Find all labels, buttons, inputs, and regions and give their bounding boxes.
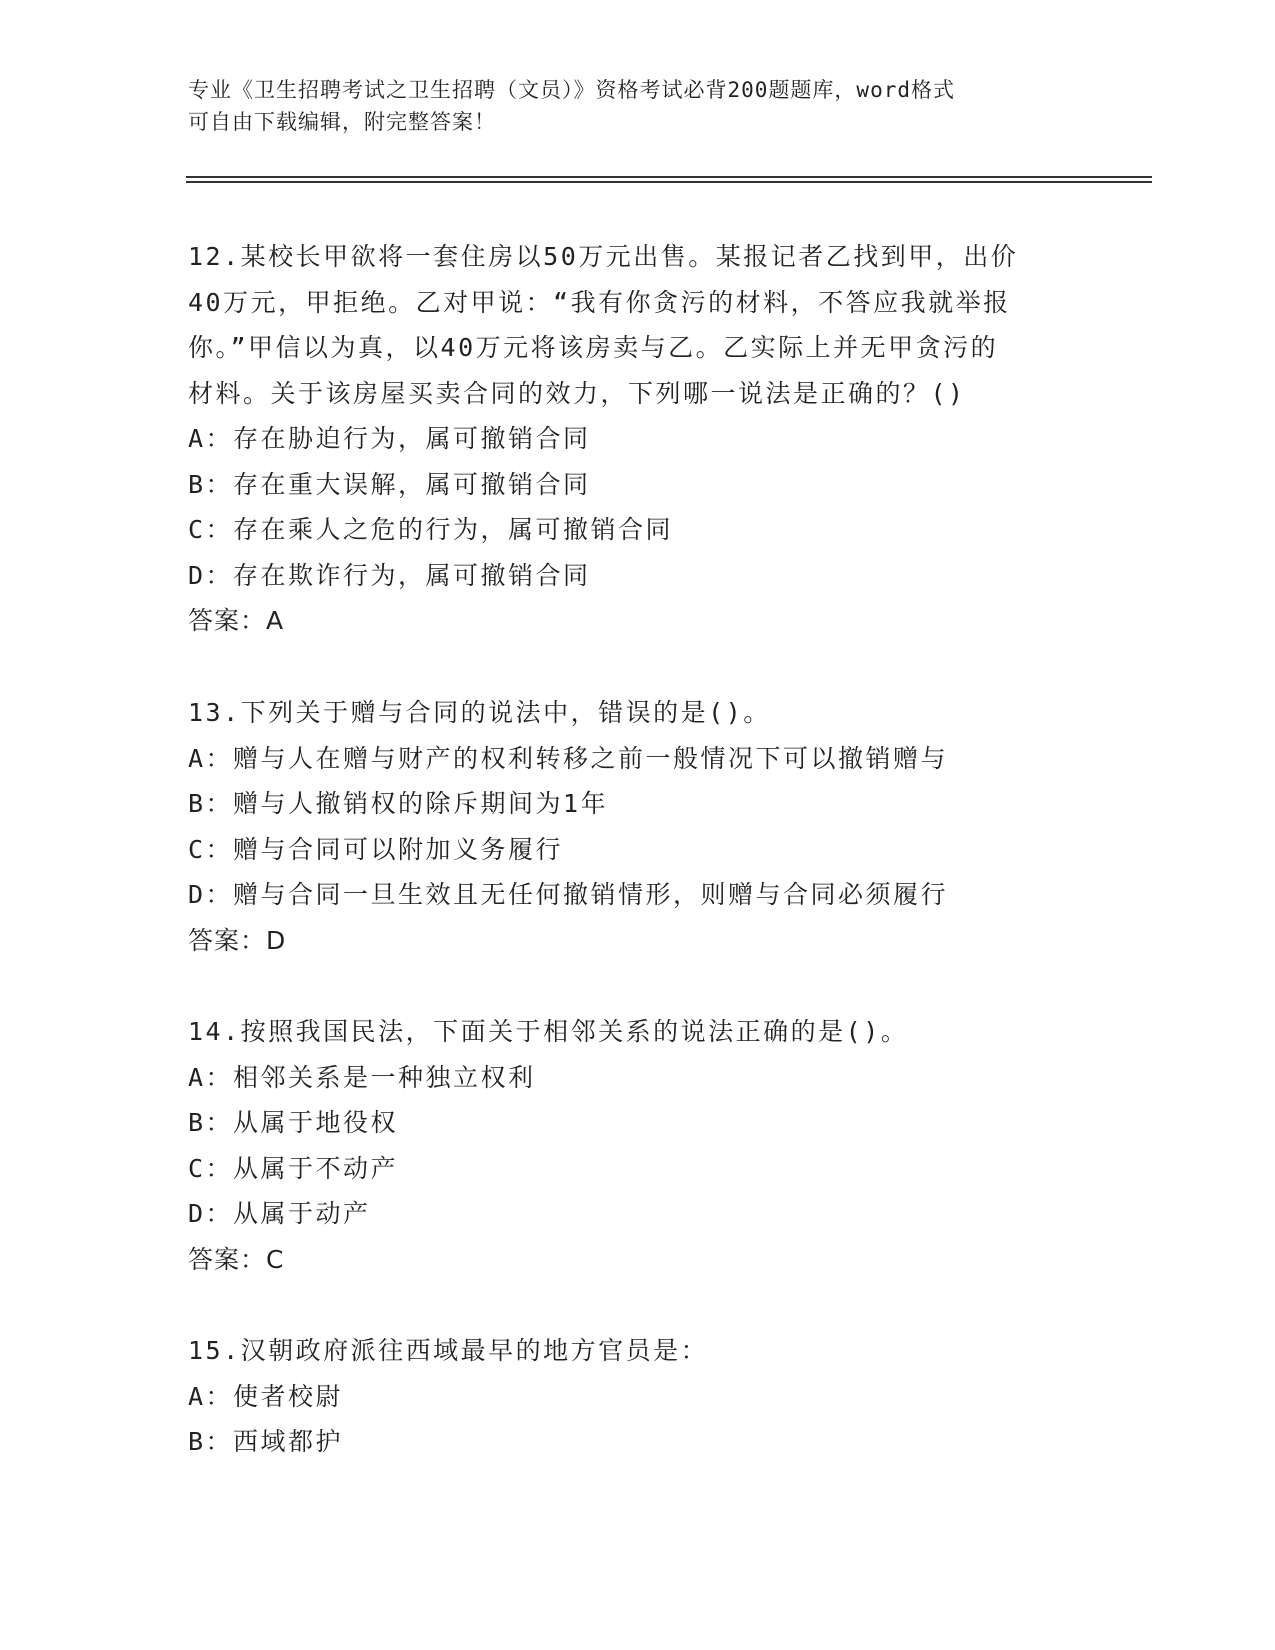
option-d: D：赠与合同一旦生效且无任何撤销情形，则赠与合同必须履行: [188, 880, 949, 909]
option-b: B：存在重大误解，属可撤销合同: [188, 469, 591, 499]
question-stem: 15.汉朝政府派往西域最早的地方官员是：: [188, 1336, 709, 1365]
answer-line: 答案：D: [188, 925, 287, 955]
option-c: C：赠与合同可以附加义务履行: [188, 834, 564, 864]
option-a: A：存在胁迫行为，属可撤销合同: [188, 424, 591, 453]
header-line-1: 专业《卫生招聘考试之卫生招聘（文员）》资格考试必背200题题库，word格式: [188, 78, 955, 102]
option-b: B：从属于地役权: [188, 1108, 399, 1137]
option-d: D：存在欺诈行为，属可撤销合同: [188, 560, 591, 590]
option-a: A：相邻关系是一种独立权利: [188, 1062, 536, 1092]
option-a: A：使者校尉: [188, 1381, 344, 1411]
option-d: D：从属于动产: [188, 1199, 371, 1228]
question-13: [188, 690, 1088, 964]
header-divider-bottom: [186, 181, 1152, 183]
answer-line: 答案：C: [188, 1244, 285, 1274]
answer-line: 答案：A: [188, 606, 285, 635]
header-line-2: 可自由下载编辑，附完整答案！: [188, 110, 496, 134]
question-14: [188, 1009, 1088, 1283]
question-stem: 你。”甲信以为真，以40万元将该房卖与乙。乙实际上并无甲贪污的: [188, 333, 999, 362]
option-a: A：赠与人在赠与财产的权利转移之前一般情况下可以撤销赠与: [188, 743, 949, 773]
option-c: C：存在乘人之危的行为，属可撤销合同: [188, 515, 674, 544]
document-header: [188, 74, 1088, 138]
option-b: B：赠与人撤销权的除斥期间为1年: [188, 789, 609, 818]
question-stem: 12.某校长甲欲将一套住房以50万元出售。某报记者乙找到甲，出价: [188, 242, 1019, 271]
option-c: C：从属于不动产: [188, 1153, 399, 1183]
question-stem: 材料。关于该房屋买卖合同的效力，下列哪一说法是正确的？(): [188, 378, 966, 408]
question-12: [188, 234, 1088, 644]
question-15: [188, 1328, 1088, 1465]
header-divider-top: [186, 176, 1152, 178]
question-stem: 13.下列关于赠与合同的说法中，错误的是()。: [188, 698, 771, 727]
option-b: B：西域都护: [188, 1427, 344, 1456]
question-stem: 40万元，甲拒绝。乙对甲说：“我有你贪污的材料，不答应我就举报: [188, 287, 1011, 317]
question-stem: 14.按照我国民法，下面关于相邻关系的说法正确的是()。: [188, 1017, 909, 1046]
